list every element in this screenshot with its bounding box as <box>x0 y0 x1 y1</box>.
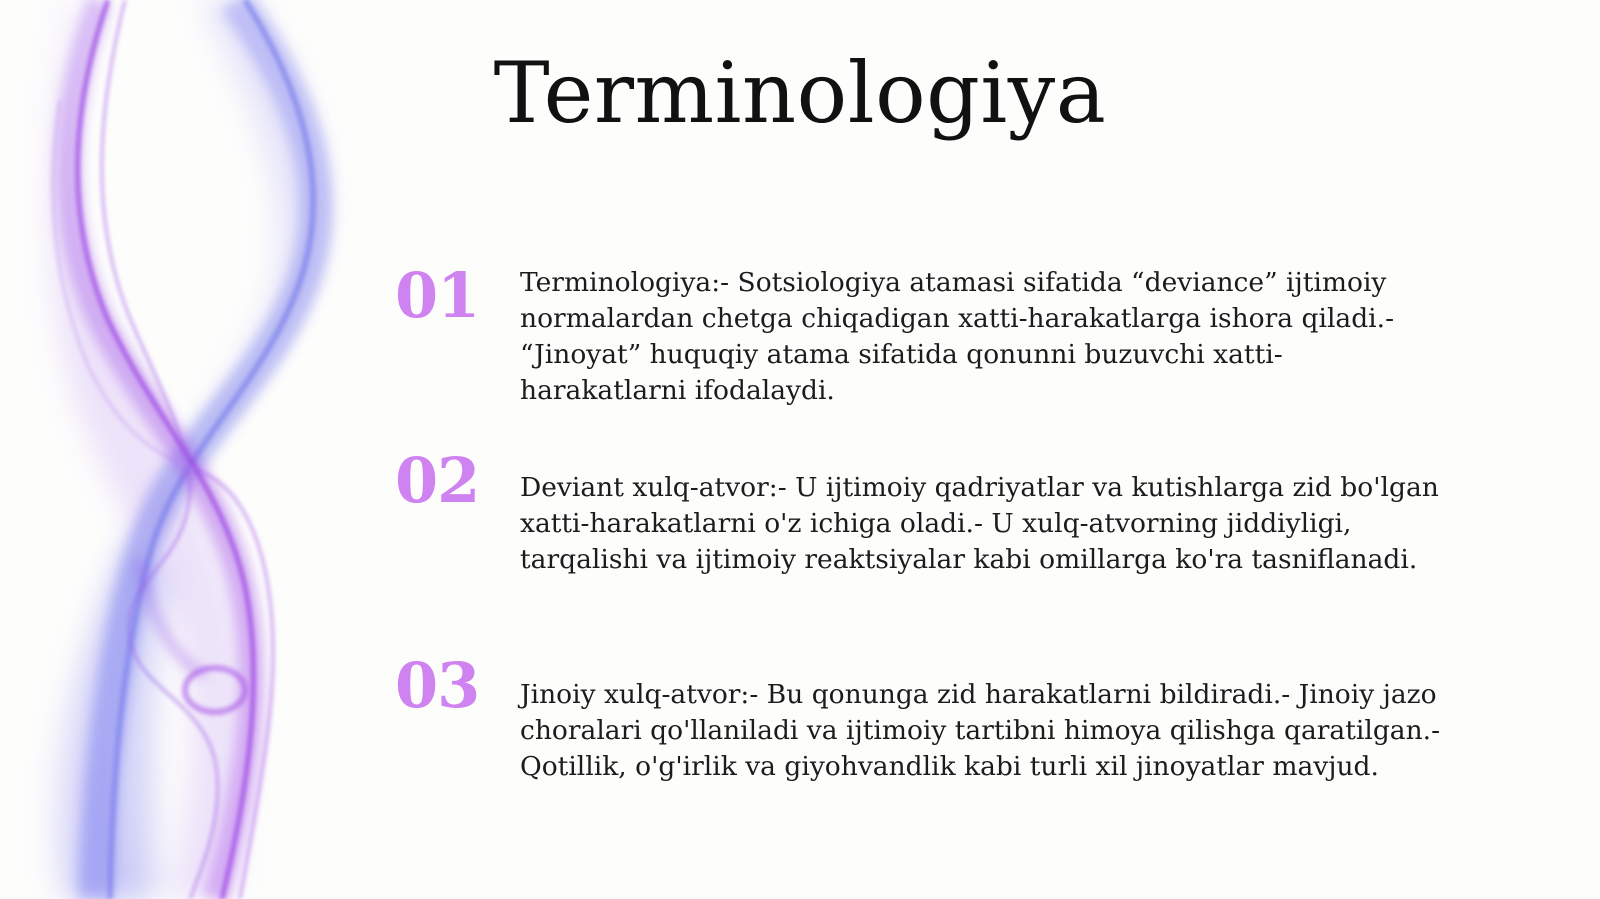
list-item <box>395 259 1455 415</box>
item-number: 02 <box>395 444 480 517</box>
item-text: Deviant xulq-atvor:- U ijtimoiy qadriyatlar va kutishlarga zid bo'lgan xatti-harakatlarni o'z ichiga oladi.- U xulq-atvorning jiddiyligi, tarqalishi va ijtimoiy reaktsiyalar kabi omillarga ko'ra tasniflanadi. <box>520 472 1439 575</box>
list-item <box>395 444 1455 600</box>
list-item <box>395 649 1455 805</box>
slide-title: Terminologiya <box>493 44 1107 142</box>
item-number: 01 <box>395 259 480 332</box>
item-text: Terminologiya:- Sotsiologiya atamasi sifatida “deviance” ijtimoiy normalardan chetga chiqadigan xatti-harakatlarga ishora qiladi.- “Jinoyat” huquqiy atama sifatida qonunni buzuvchi xatti-harakatlarni ifodalaydi. <box>520 267 1395 406</box>
item-text: Jinoiy xulq-atvor:- Bu qonunga zid harakatlarni bildiradi.- Jinoiy jazo choralari qo'llaniladi va ijtimoiy tartibni himoya qilishga qaratilgan.- Qotillik, o'g'irlik va giyohvandlik kabi turli xil jinoyatlar mavjud. <box>520 679 1441 782</box>
item-number: 03 <box>395 649 480 722</box>
